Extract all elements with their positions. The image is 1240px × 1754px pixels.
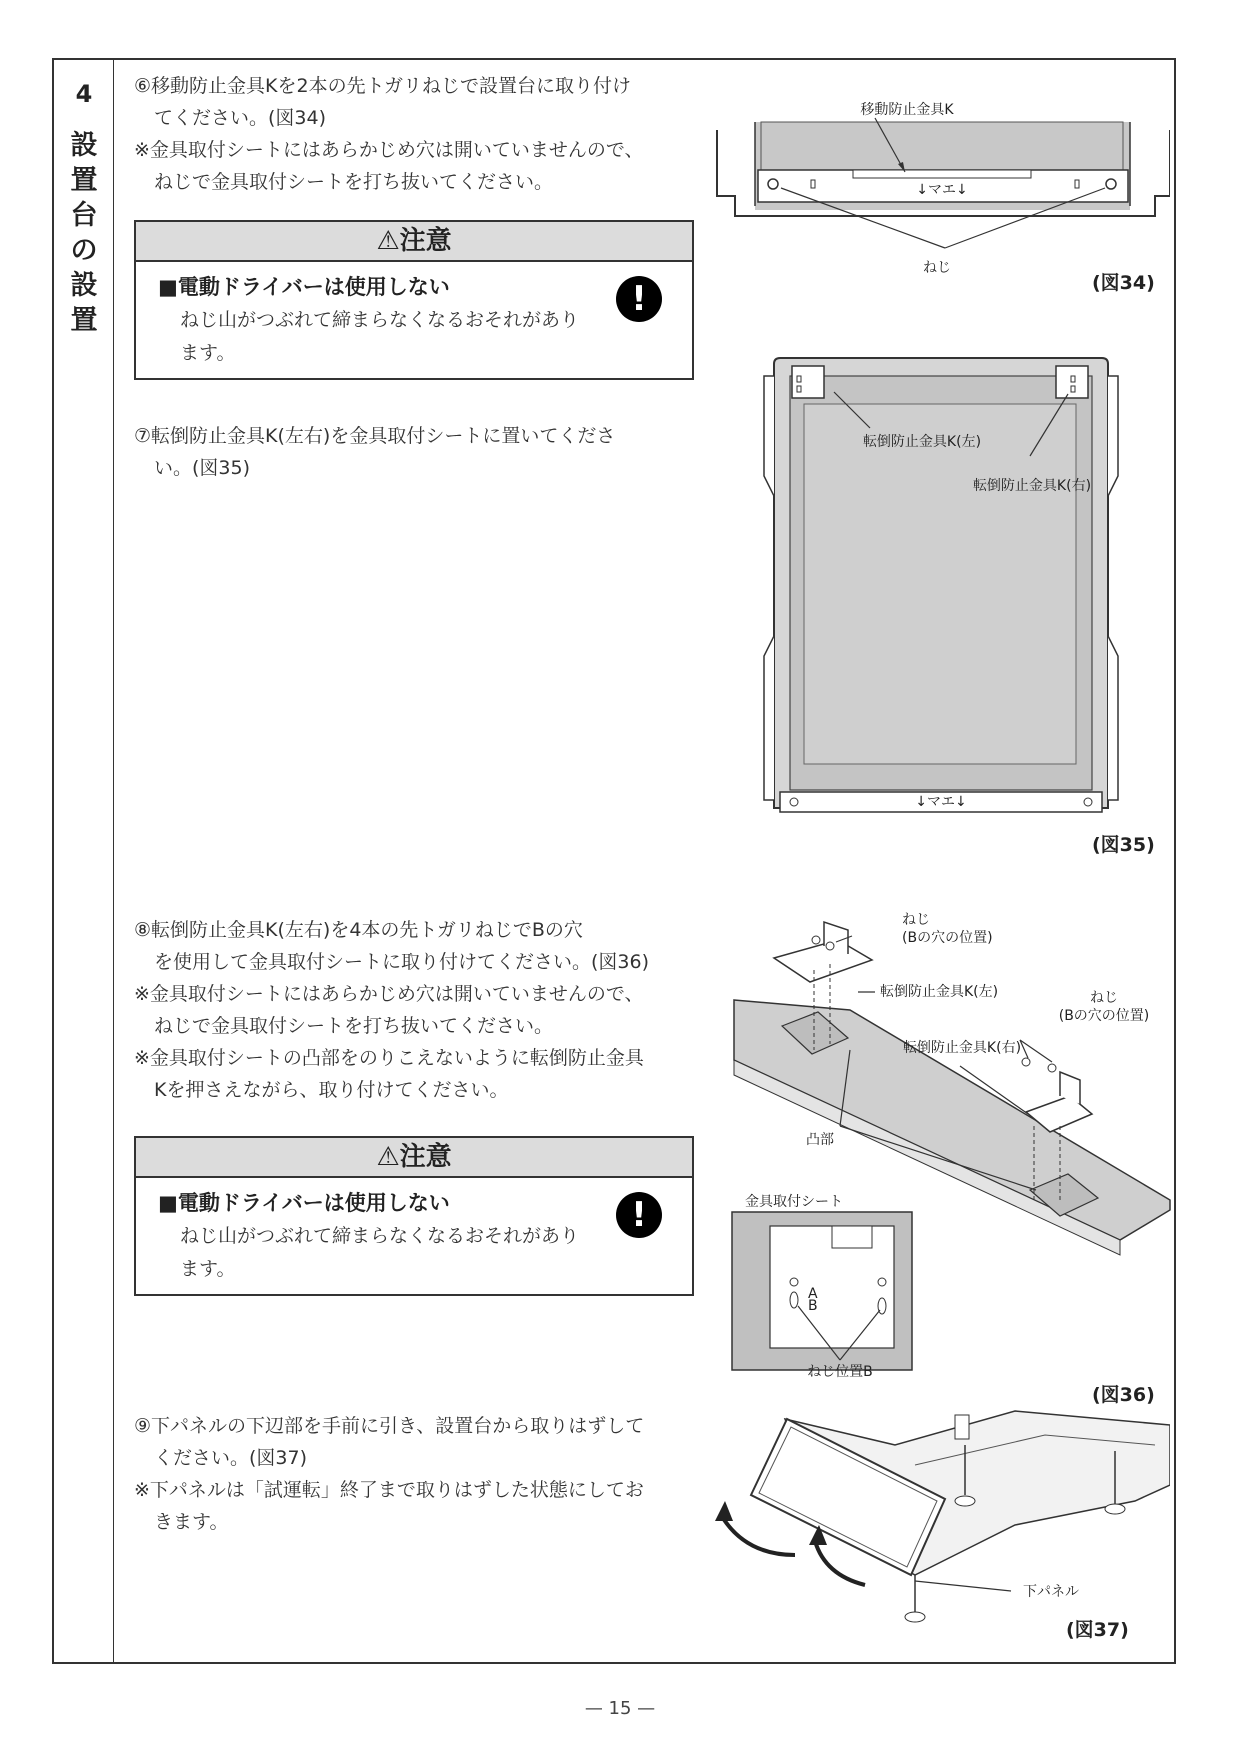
step9-text bbox=[134, 1410, 704, 1538]
section-number: 4 bbox=[75, 80, 93, 108]
step9-note: きます。 bbox=[154, 1511, 229, 1533]
step7-text bbox=[134, 420, 704, 484]
section-title-char: 置 bbox=[70, 165, 98, 196]
boss-label: 凸部 bbox=[806, 1132, 834, 1148]
bracket-right-label: 転倒防止金具K(右) bbox=[902, 1040, 1022, 1056]
figure-34 bbox=[715, 96, 1170, 296]
section-title-char: 設 bbox=[70, 130, 98, 161]
figure-37-caption: (図37) bbox=[1066, 1619, 1129, 1641]
caution-header: ⚠注意 bbox=[136, 1138, 692, 1178]
caution-title: ■電動ドライバーは使用しない bbox=[158, 1191, 450, 1215]
bracket-left-label: 転倒防止金具K(左) bbox=[880, 984, 999, 1000]
exclamation-icon: ! bbox=[616, 276, 662, 322]
bracket-label: 移動防止金具K bbox=[860, 102, 954, 118]
screw-label-2: ねじ bbox=[1090, 990, 1118, 1006]
caution-text: ねじ山がつぶれて締まらなくなるおそれがあり bbox=[180, 309, 580, 331]
front-mark-label: ↓マエ↓ bbox=[916, 182, 968, 198]
section-title bbox=[66, 128, 102, 338]
bracket-right-label: 転倒防止金具K(右) bbox=[972, 478, 1092, 494]
figure-35-caption: (図35) bbox=[1092, 834, 1155, 856]
step8-note: ※金具取付シートにはあらかじめ穴は開いていませんので、 bbox=[134, 983, 644, 1005]
section-title-char: 設 bbox=[70, 270, 98, 301]
section-title-char: 置 bbox=[70, 305, 98, 336]
section-title-char: の bbox=[70, 235, 98, 266]
caution-text: ねじ山がつぶれて締まらなくなるおそれがあり bbox=[180, 1225, 580, 1247]
section-sidebar bbox=[54, 60, 114, 1662]
caution-title: ■電動ドライバーは使用しない bbox=[158, 275, 450, 299]
hole-b-label: B bbox=[808, 1298, 818, 1314]
lower-panel-label: 下パネル bbox=[1023, 1584, 1079, 1600]
figure-36-caption: (図36) bbox=[1092, 1384, 1155, 1406]
step8-note: ねじで金具取付シートを打ち抜いてください。 bbox=[154, 1015, 554, 1037]
screw-sub-label-2: (Bの穴の位置) bbox=[1058, 1008, 1150, 1024]
caution-header: ⚠注意 bbox=[136, 222, 692, 262]
section-title-char: 台 bbox=[70, 200, 98, 231]
front-mark-label: ↓マエ↓ bbox=[915, 794, 967, 810]
step7-line: い。(図35) bbox=[154, 457, 251, 479]
figure-35 bbox=[760, 356, 1130, 826]
step6-line: てください。(図34) bbox=[154, 107, 327, 129]
step6-text bbox=[134, 70, 704, 198]
step8-line: ⑧転倒防止金具K(左右)を4本の先トガリねじでBの穴 bbox=[134, 919, 583, 941]
figure-36 bbox=[730, 900, 1180, 1380]
step9-line: ⑨下パネルの下辺部を手前に引き、設置台から取りはずして bbox=[134, 1415, 645, 1437]
step8-line: を使用して金具取付シートに取り付けてください。(図36) bbox=[154, 951, 650, 973]
screw-label: ねじ bbox=[902, 912, 930, 928]
caution-text: ます。 bbox=[180, 1258, 236, 1280]
bracket-left-label: 転倒防止金具K(左) bbox=[862, 434, 982, 450]
figure-34-caption: (図34) bbox=[1092, 272, 1155, 294]
step9-line: ください。(図37) bbox=[154, 1447, 308, 1469]
step6-note: ねじで金具取付シートを打ち抜いてください。 bbox=[154, 171, 554, 193]
caution-box-2 bbox=[134, 1136, 694, 1296]
step8-note: Kを押さえながら、取り付けてください。 bbox=[154, 1079, 509, 1101]
page-number: — 15 — bbox=[584, 1698, 656, 1719]
caution-box-1 bbox=[134, 220, 694, 380]
caution-text: ます。 bbox=[180, 342, 236, 364]
step6-line: ⑥移動防止金具Kを2本の先トガリねじで設置台に取り付け bbox=[134, 75, 632, 97]
step9-note: ※下パネルは「試運転」終了まで取りはずした状態にしてお bbox=[134, 1479, 644, 1501]
step7-line: ⑦転倒防止金具K(左右)を金具取付シートに置いてくださ bbox=[134, 425, 616, 447]
step6-note: ※金具取付シートにはあらかじめ穴は開いていませんので、 bbox=[134, 139, 644, 161]
sheet-label: 金具取付シート bbox=[745, 1194, 843, 1210]
step8-note: ※金具取付シートの凸部をのりこえないように転倒防止金具 bbox=[134, 1047, 644, 1069]
screw-position-label: ねじ位置B bbox=[807, 1364, 873, 1380]
hole-a-label: A bbox=[808, 1286, 818, 1302]
exclamation-icon: ! bbox=[616, 1192, 662, 1238]
figure-37 bbox=[715, 1405, 1170, 1635]
screw-sub-label: (Bの穴の位置) bbox=[902, 930, 993, 946]
screw-label: ねじ bbox=[923, 260, 951, 276]
step8-text bbox=[134, 914, 704, 1106]
